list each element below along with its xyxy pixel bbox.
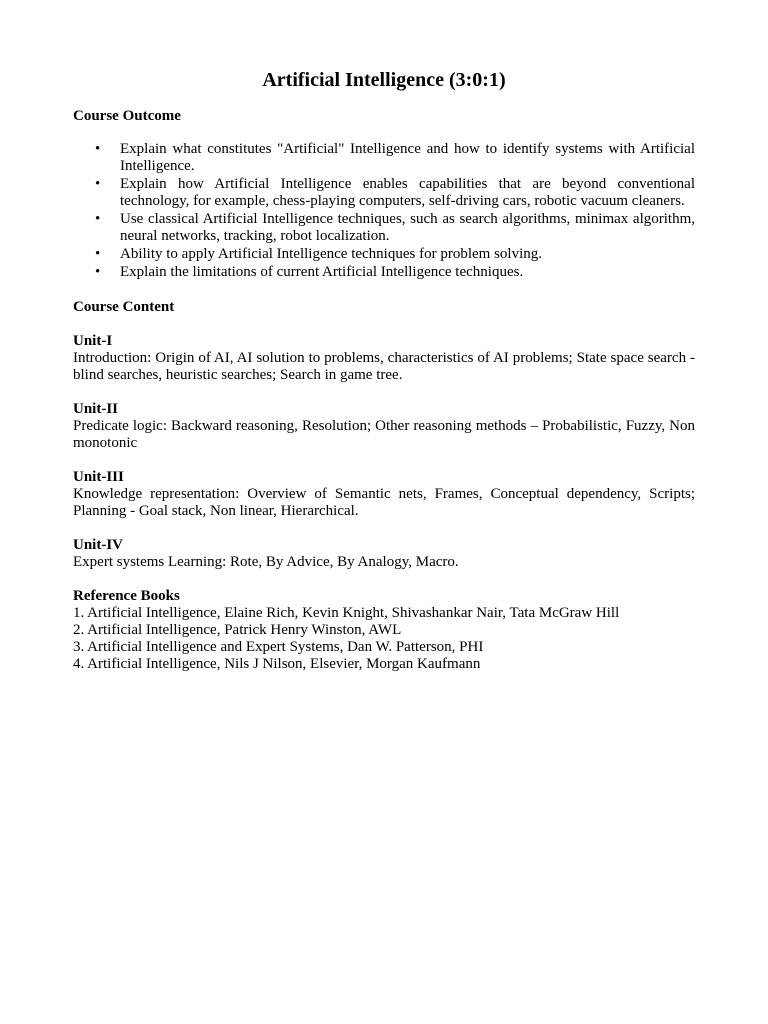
bullet-icon: • bbox=[95, 176, 101, 192]
unit-block bbox=[73, 401, 695, 452]
list-item bbox=[73, 264, 695, 281]
list-item bbox=[73, 211, 695, 245]
unit-block bbox=[73, 333, 695, 384]
unit-body: Knowledge representation: Overview of Semantic nets, Frames, Conceptual dependency, Scripts; Planning - Goal stack, Non linear, Hierarchical. bbox=[73, 486, 695, 519]
unit-body: Expert systems Learning: Rote, By Advice, By Analogy, Macro. bbox=[73, 554, 459, 570]
unit-body: Predicate logic: Backward reasoning, Resolution; Other reasoning methods – Probabilistic, Fuzzy, Non monotonic bbox=[73, 418, 695, 451]
bullet-icon: • bbox=[95, 246, 101, 262]
reference-books-heading: Reference Books bbox=[73, 588, 180, 604]
unit-title: Unit-III bbox=[73, 469, 124, 485]
bullet-icon: • bbox=[95, 211, 101, 227]
list-item: 4. Artificial Intelligence, Nils J Nilson, Elsevier, Morgan Kaufmann bbox=[73, 656, 481, 672]
document-content bbox=[73, 68, 695, 673]
list-item: 3. Artificial Intelligence and Expert Systems, Dan W. Patterson, PHI bbox=[73, 639, 484, 655]
list-item: 2. Artificial Intelligence, Patrick Henry Winston, AWL bbox=[73, 622, 402, 638]
list-item bbox=[73, 176, 695, 210]
outcome-text: Ability to apply Artificial Intelligence techniques for problem solving. bbox=[120, 246, 542, 262]
list-item bbox=[73, 246, 695, 263]
outcome-text: Explain the limitations of current Artificial Intelligence techniques. bbox=[120, 264, 524, 280]
reference-books-list bbox=[73, 605, 695, 673]
unit-body: Introduction: Origin of AI, AI solution to problems, characteristics of AI problems; State space search - blind searches, heuristic searches; Search in game tree. bbox=[73, 350, 695, 383]
unit-title: Unit-IV bbox=[73, 537, 124, 553]
unit-block bbox=[73, 537, 695, 571]
outcome-text: Explain what constitutes "Artificial" Intelligence and how to identify systems with Artificial Intelligence. bbox=[120, 141, 695, 174]
list-item: 1. Artificial Intelligence, Elaine Rich, Kevin Knight, Shivashankar Nair, Tata McGraw Hill bbox=[73, 605, 620, 621]
unit-title: Unit-II bbox=[73, 401, 119, 417]
list-item bbox=[73, 141, 695, 175]
page-title: Artificial Intelligence (3:0:1) bbox=[262, 69, 506, 91]
unit-title: Unit-I bbox=[73, 333, 113, 349]
outcome-text: Explain how Artificial Intelligence enables capabilities that are beyond conventional technology, for example, chess-playing computers, self-driving cars, robotic vacuum cleaners. bbox=[120, 176, 695, 209]
course-outcome-heading: Course Outcome bbox=[73, 108, 181, 124]
outcome-text: Use classical Artificial Intelligence techniques, such as search algorithms, minimax algorithm, neural networks, tracking, robot localization. bbox=[120, 211, 695, 244]
bullet-icon: • bbox=[95, 264, 101, 280]
unit-block bbox=[73, 469, 695, 520]
course-content-heading: Course Content bbox=[73, 299, 175, 315]
course-outcome-list bbox=[73, 141, 695, 281]
bullet-icon: • bbox=[95, 141, 101, 157]
